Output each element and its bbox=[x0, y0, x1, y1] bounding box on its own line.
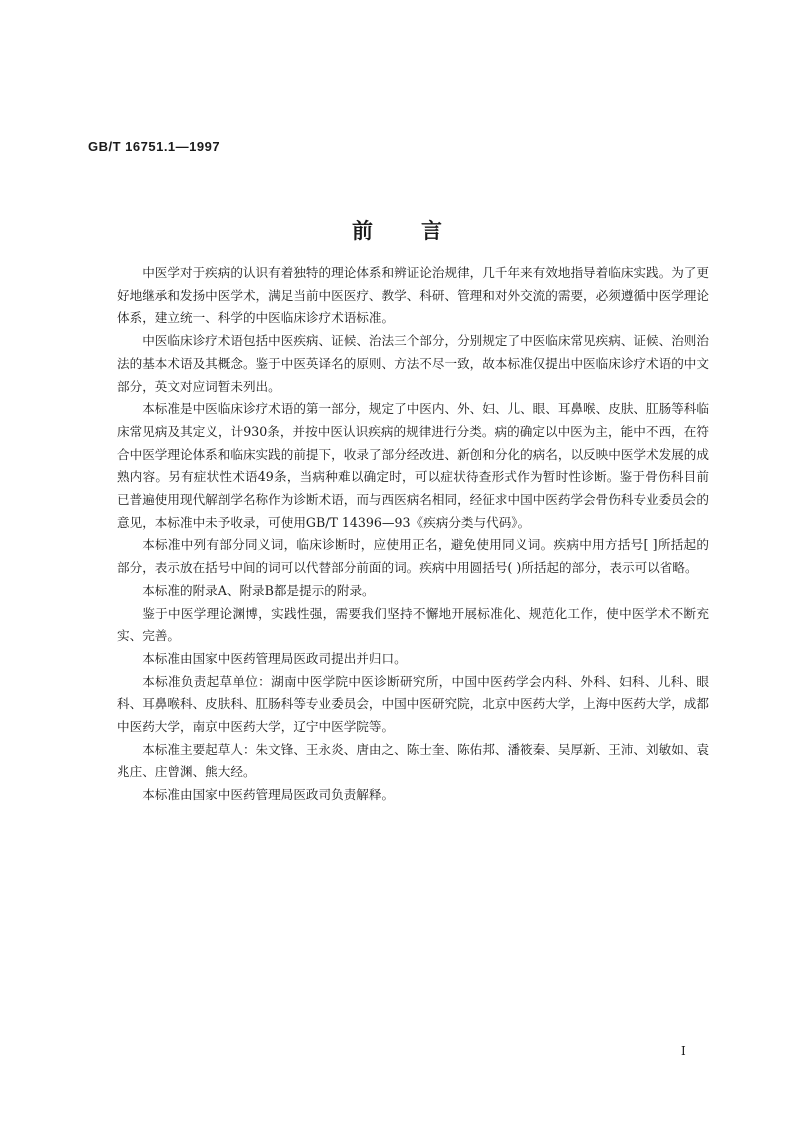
paragraph: 本标准是中医临床诊疗术语的第一部分，规定了中医内、外、妇、儿、眼、耳鼻喉、皮肤、肛肠等科临床常见病及其定义，计930条，并按中医认识疾病的规律进行分类。病的确定以中医为主，能中不西，在符合中医学理论体系和临床实践的前提下，收录了部分经改进、新创和分化的病名，以反映中医学术发展的成熟内容。另有症状性术语49条，当病种难以确定时，可以症状待查形式作为暂时性诊断。鉴于骨伤科目前已普遍使用现代解剖学名称作为诊断术语，而与西医病名相同，经征求中国中医药学会骨伤科专业委员会的意见，本标准中未予收录，可使用GB/T 14396—93《疾病分类与代码》。 bbox=[117, 401, 709, 530]
paragraph: 中医学对于疾病的认识有着独特的理论体系和辨证论治规律，几千年来有效地指导着临床实践。为了更好地继承和发扬中医学术，满足当前中医医疗、教学、科研、管理和对外交流的需要，必须遵循中医学理论体系，建立统一、科学的中医临床诊疗术语标准。 bbox=[117, 265, 709, 326]
page-title: 前言 bbox=[352, 219, 490, 243]
standard-number: GB/T 16751.1—1997 bbox=[88, 139, 221, 154]
paragraph: 本标准由国家中医药管理局医政司负责解释。 bbox=[142, 787, 395, 803]
page-number: I bbox=[681, 1044, 686, 1058]
paragraph: 本标准主要起草人：朱文锋、王永炎、唐由之、陈士奎、陈佑邦、潘筱秦、吴厚新、王沛、刘敏如、袁兆庄、庄曾渊、熊大经。 bbox=[117, 741, 709, 780]
paragraph: 中医临床诊疗术语包括中医疾病、证候、治法三个部分，分别规定了中医临床常见疾病、证候、治则治法的基本术语及其概念。鉴于中医英译名的原则、方法不尽一致，故本标准仅提出中医临床诊疗术语的中文部分，英文对应词暂未列出。 bbox=[117, 333, 709, 394]
paragraph: 鉴于中医学理论渊博，实践性强，需要我们坚持不懈地开展标准化、规范化工作，使中医学术不断充实、完善。 bbox=[117, 605, 709, 644]
foreword-body bbox=[117, 262, 709, 807]
paragraph: 本标准中列有部分同义词，临床诊断时，应使用正名，避免使用同义词。疾病中用方括号[ ]所括起的部分，表示放在括号中间的词可以代替部分前面的词。疾病中用圆括号( )所括起的部分，表示可以省略。 bbox=[117, 537, 709, 576]
paragraph: 本标准的附录A、附录B都是提示的附录。 bbox=[142, 582, 375, 598]
paragraph: 本标准由国家中医药管理局医政司提出并归口。 bbox=[142, 650, 407, 666]
paragraph: 本标准负责起草单位：湖南中医学院中医诊断研究所，中国中医药学会内科、外科、妇科、儿科、眼科、耳鼻喉科、皮肤科、肛肠科等专业委员会，中国中医研究院，北京中医药大学，上海中医药大学，成都中医药大学，南京中医药大学，辽宁中医学院等。 bbox=[117, 673, 709, 735]
